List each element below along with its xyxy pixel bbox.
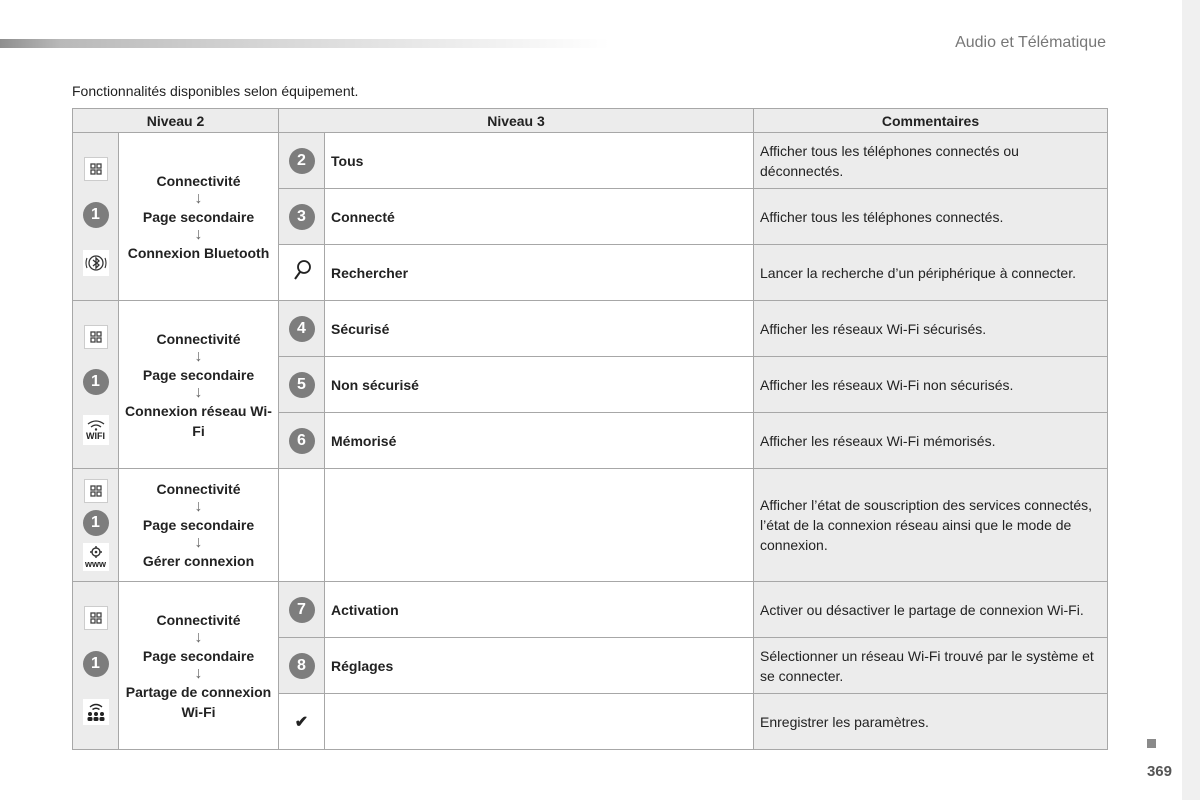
- header-commentaires: Commentaires: [754, 109, 1108, 133]
- option-comment: Afficher tous les téléphones connectés ou déconnectés.: [754, 133, 1108, 189]
- chain-step: Page secondaire: [142, 647, 255, 664]
- row-icon-cell: [279, 245, 325, 301]
- group-icons-wifi: [73, 301, 119, 469]
- group-icons-bluetooth: [73, 133, 119, 301]
- group-chain-hotspot: [119, 582, 279, 750]
- page-end-marker: [1147, 739, 1156, 748]
- arrow-down-icon: ↓: [194, 534, 203, 551]
- arrow-down-icon: ↓: [194, 383, 203, 401]
- chain-step: Connectivité: [156, 172, 241, 189]
- chain-step: Connectivité: [156, 611, 241, 628]
- table-row: [73, 301, 1108, 357]
- www-label: www: [84, 559, 106, 570]
- features-table: [72, 108, 1108, 750]
- chain-step: Connectivité: [156, 330, 241, 347]
- step-badge: 4: [289, 316, 315, 342]
- option-label: [325, 694, 754, 750]
- row-number-cell: [279, 357, 325, 413]
- option-label: Réglages: [325, 638, 754, 694]
- option-label: Activation: [325, 582, 754, 638]
- table-row: [73, 582, 1108, 638]
- step-badge: 7: [289, 597, 315, 623]
- row-number-cell: [279, 133, 325, 189]
- page-edge-strip: [1182, 0, 1200, 800]
- header-gradient-bar: [0, 39, 610, 48]
- option-comment: Afficher les réseaux Wi-Fi mémorisés.: [754, 413, 1108, 469]
- group-chain-wifi: [119, 301, 279, 469]
- row-number-cell: [279, 582, 325, 638]
- arrow-down-icon: ↓: [194, 664, 203, 682]
- apps-grid-icon: [84, 157, 108, 181]
- apps-grid-icon: [84, 325, 108, 349]
- step-badge: 5: [289, 372, 315, 398]
- option-label: [325, 469, 754, 582]
- option-label: Connecté: [325, 189, 754, 245]
- intro-text: Fonctionnalités disponibles selon équipement.: [72, 83, 359, 99]
- row-number-cell: [279, 413, 325, 469]
- table-row: [73, 469, 1108, 582]
- option-label: Mémorisé: [325, 413, 754, 469]
- header-niveau-2: Niveau 2: [73, 109, 279, 133]
- chain-step: Page secondaire: [142, 517, 255, 533]
- chain-step: Page secondaire: [142, 366, 255, 383]
- step-badge: 1: [83, 510, 109, 536]
- arrow-down-icon: ↓: [194, 225, 203, 243]
- checkmark-icon: ✔: [294, 713, 309, 731]
- wifi-icon: [83, 415, 109, 445]
- search-icon: [290, 269, 314, 286]
- chain-step: Connexion Bluetooth: [127, 244, 270, 261]
- chain-step: Page secondaire: [142, 208, 255, 225]
- network-settings-icon: [83, 543, 109, 571]
- header-niveau-3: Niveau 3: [279, 109, 754, 133]
- step-badge: 3: [289, 204, 315, 230]
- step-badge: 1: [83, 651, 109, 677]
- chain-step: Connexion réseau Wi-Fi: [125, 402, 272, 439]
- option-comment: Afficher les réseaux Wi-Fi non sécurisés.: [754, 357, 1108, 413]
- row-number-cell: [279, 301, 325, 357]
- group-chain-bluetooth: [119, 133, 279, 301]
- group-icons-hotspot: [73, 582, 119, 750]
- apps-grid-icon: [84, 479, 108, 503]
- step-badge: 6: [289, 428, 315, 454]
- arrow-down-icon: ↓: [194, 628, 203, 646]
- hotspot-users-icon: [83, 699, 109, 725]
- option-label: Non sécurisé: [325, 357, 754, 413]
- section-title: Audio et Télématique: [955, 34, 1106, 51]
- option-label: Sécurisé: [325, 301, 754, 357]
- row-icon-cell: [279, 694, 325, 750]
- chain-step: Gérer connexion: [142, 553, 255, 569]
- row-number-cell: [279, 469, 325, 582]
- option-comment: Sélectionner un réseau Wi-Fi trouvé par le système et se connecter.: [754, 638, 1108, 694]
- option-comment: Enregistrer les paramètres.: [754, 694, 1108, 750]
- step-badge: 8: [289, 653, 315, 679]
- option-label: Tous: [325, 133, 754, 189]
- option-label: Rechercher: [325, 245, 754, 301]
- table-row: [73, 133, 1108, 189]
- option-comment: Lancer la recherche d’un périphérique à connecter.: [754, 245, 1108, 301]
- group-chain-manage: [119, 469, 279, 582]
- option-comment: Activer ou désactiver le partage de connexion Wi-Fi.: [754, 582, 1108, 638]
- option-comment: Afficher tous les téléphones connectés.: [754, 189, 1108, 245]
- wifi-label: WIFI: [86, 430, 105, 441]
- step-badge: 2: [289, 148, 315, 174]
- row-number-cell: [279, 189, 325, 245]
- step-badge: 1: [83, 202, 109, 228]
- chain-step: Partage de connexion Wi-Fi: [125, 683, 272, 720]
- arrow-down-icon: ↓: [194, 347, 203, 365]
- option-comment: Afficher l’état de souscription des services connectés, l’état de la connexion réseau ainsi que le mode de connexion.: [754, 469, 1108, 582]
- group-icons-manage: [73, 469, 119, 582]
- row-number-cell: [279, 638, 325, 694]
- chain-step: Connectivité: [156, 481, 241, 497]
- page-number: 369: [1146, 763, 1172, 780]
- arrow-down-icon: ↓: [194, 498, 203, 515]
- arrow-down-icon: ↓: [194, 189, 203, 207]
- bluetooth-icon: [83, 250, 109, 276]
- option-comment: Afficher les réseaux Wi-Fi sécurisés.: [754, 301, 1108, 357]
- step-badge: 1: [83, 369, 109, 395]
- apps-grid-icon: [84, 606, 108, 630]
